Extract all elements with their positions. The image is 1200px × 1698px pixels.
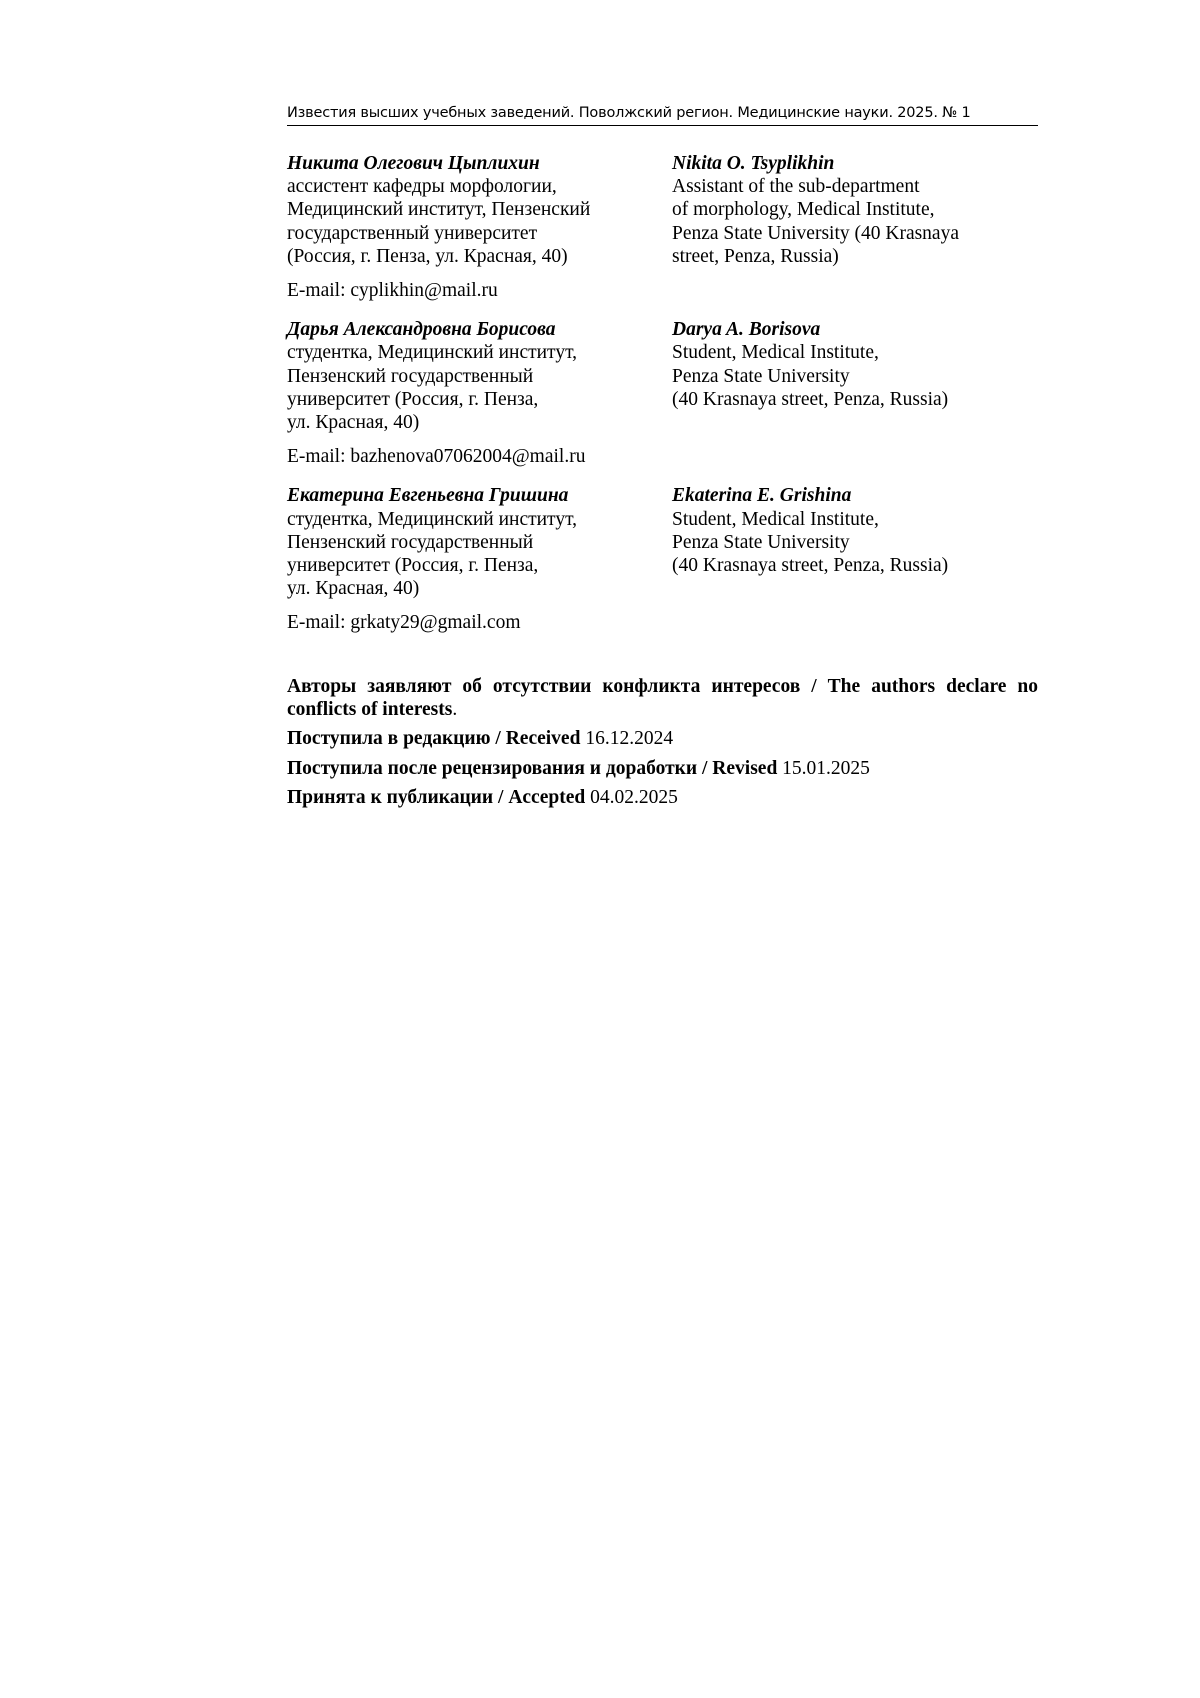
revised-date: 15.01.2025 [782, 757, 870, 779]
affiliation-line-ru: университет (Россия, г. Пенза, [287, 555, 539, 577]
author-block [287, 152, 1038, 302]
affiliation-line-ru: (Россия, г. Пенза, ул. Красная, 40) [287, 245, 568, 267]
author-name-ru: Дарья Александровна Борисова [287, 319, 556, 341]
author-information [287, 152, 1038, 651]
accepted-line [287, 786, 1038, 809]
author-ru-column [287, 484, 672, 600]
author-row [287, 152, 1038, 268]
affiliation-line-en: of morphology, Medical Institute, [672, 199, 935, 221]
running-header: Известия высших учебных заведений. Поволжский регион. Медицинские науки. 2025. № 1 [287, 105, 971, 121]
affiliation-line-en: street, Penza, Russia) [672, 245, 839, 267]
accepted-label: Принята к публикации / Accepted [287, 786, 586, 808]
conflict-statement-period: . [452, 699, 458, 721]
affiliation-line-en: (40 Krasnaya street, Penza, Russia) [672, 388, 949, 410]
header-rule [287, 125, 1038, 126]
author-name-en: Darya A. Borisova [672, 319, 821, 341]
author-en-column [672, 484, 1038, 600]
author-block [287, 484, 1038, 634]
affiliation-line-ru: государственный университет [287, 222, 538, 244]
author-ru-column [287, 152, 672, 268]
author-email: E-mail: grkaty29@gmail.com [287, 612, 521, 634]
author-block [287, 318, 1038, 468]
revised-label: Поступила после рецензирования и доработки / Revised [287, 757, 778, 779]
affiliation-line-en: Student, Medical Institute, [672, 508, 879, 530]
author-email: E-mail: bazhenova07062004@mail.ru [287, 446, 586, 468]
affiliation-line-ru: Медицинский институт, Пензенский [287, 199, 591, 221]
affiliation-line-ru: студентка, Медицинский институт, [287, 508, 578, 530]
author-name-ru: Никита Олегович Цыплихин [287, 153, 540, 174]
affiliation-line-ru: Пензенский государственный [287, 531, 534, 553]
author-ru-column [287, 318, 672, 434]
affiliation-line-en: Assistant of the sub-department [672, 176, 920, 198]
author-row [287, 318, 1038, 434]
revised-line [287, 757, 1038, 780]
author-en-column [672, 152, 1038, 268]
affiliation-line-ru: ул. Красная, 40) [287, 412, 420, 434]
received-date: 16.12.2024 [585, 728, 674, 750]
affiliation-line-ru: университет (Россия, г. Пенза, [287, 388, 539, 410]
article-notes [287, 675, 1038, 815]
affiliation-line-ru: студентка, Медицинский институт, [287, 342, 578, 364]
author-email: E-mail: cyplikhin@mail.ru [287, 280, 498, 302]
affiliation-line-ru: Пензенский государственный [287, 365, 534, 387]
author-row [287, 484, 1038, 600]
affiliation-line-en: (40 Krasnaya street, Penza, Russia) [672, 555, 949, 577]
author-name-ru: Екатерина Евгеньевна Гришина [287, 485, 569, 507]
affiliation-line-en: Student, Medical Institute, [672, 342, 879, 364]
author-en-column [672, 318, 1038, 434]
conflict-statement-text: Авторы заявляют об отсутствии конфликта интересов / The authors declare no conflicts of interests [287, 676, 1038, 721]
affiliation-line-en: Penza State University (40 Krasnaya [672, 222, 959, 244]
received-label: Поступила в редакцию / Received [287, 728, 581, 750]
affiliation-line-en: Penza State University [672, 365, 850, 387]
received-line [287, 727, 1038, 750]
author-name-en: Ekaterina E. Grishina [672, 485, 852, 507]
affiliation-line-ru: ассистент кафедры морфологии, [287, 176, 557, 198]
affiliation-line-ru: ул. Красная, 40) [287, 578, 420, 600]
affiliation-line-en: Penza State University [672, 531, 850, 553]
conflict-of-interest-statement [287, 675, 1038, 721]
accepted-date: 04.02.2025 [590, 786, 678, 808]
author-name-en: Nikita O. Tsyplikhin [672, 153, 835, 174]
